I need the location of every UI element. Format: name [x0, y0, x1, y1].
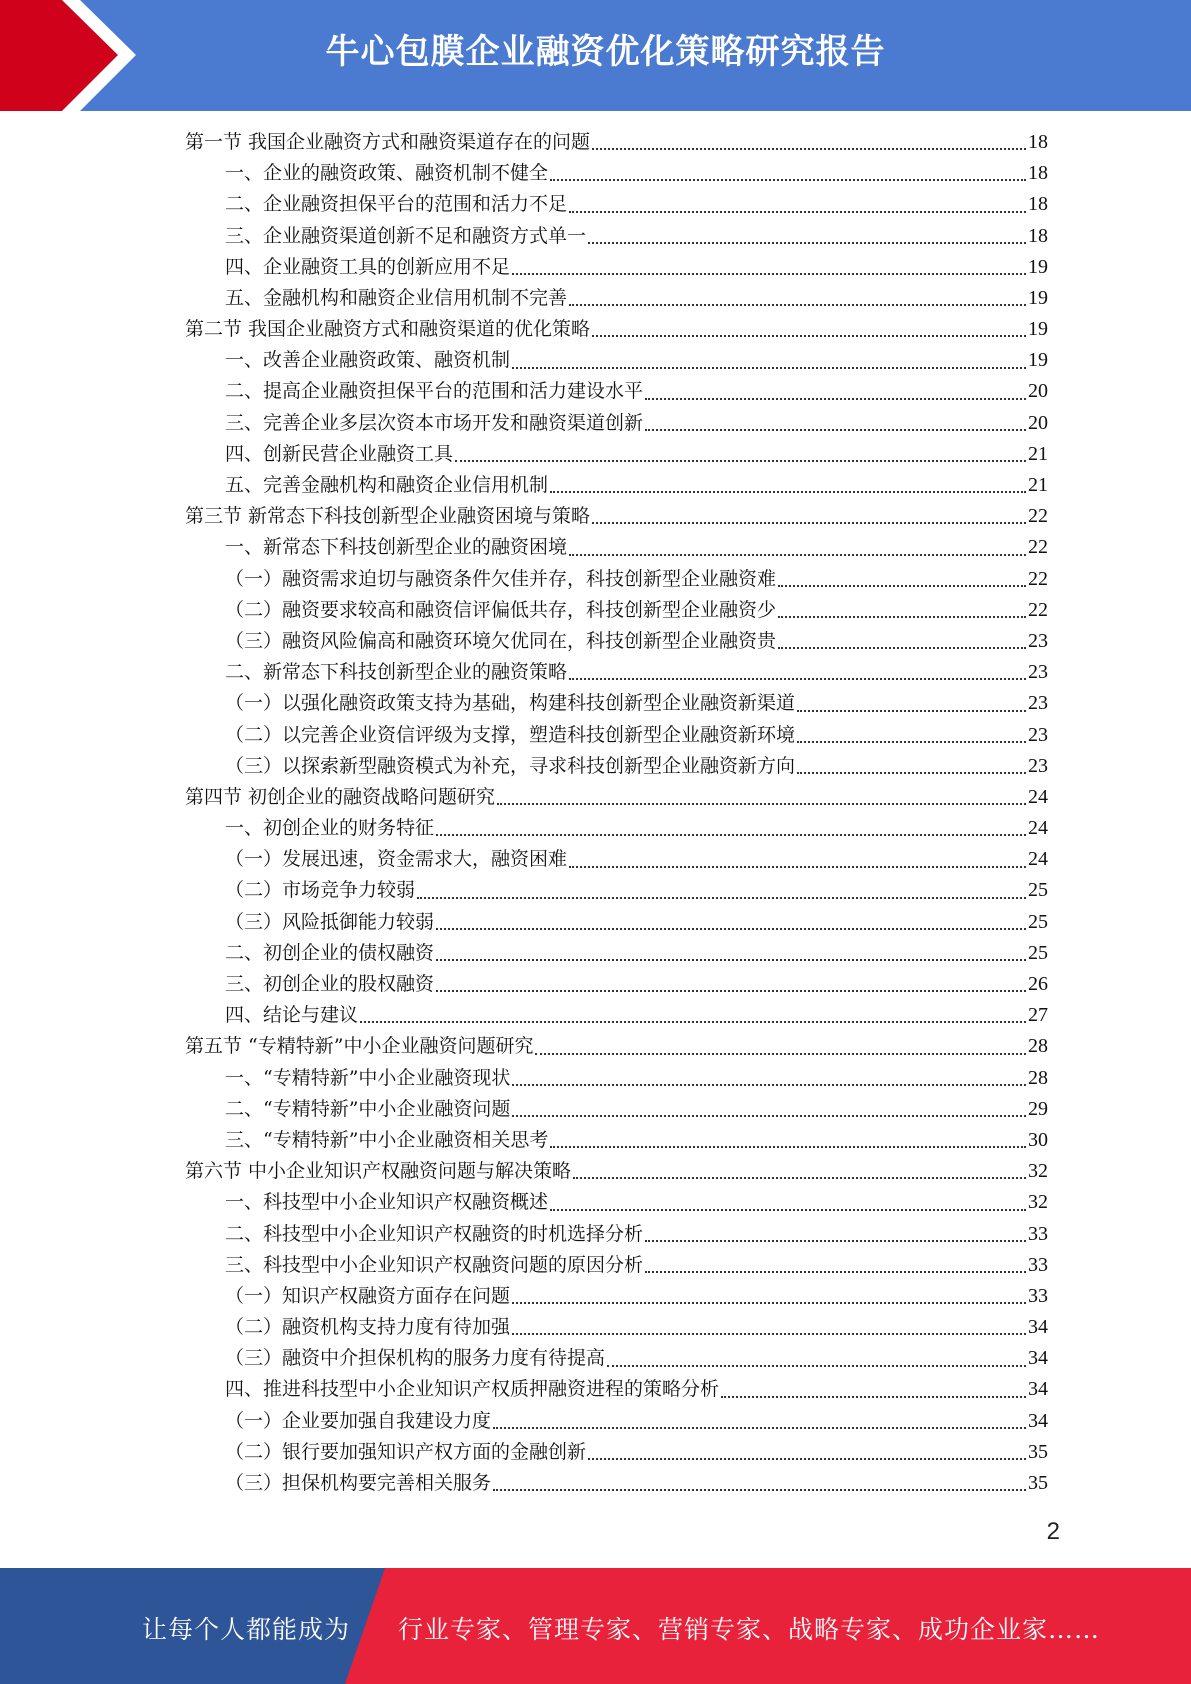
toc-entry-page: 32 — [1028, 1191, 1048, 1214]
toc-entry-title: 二、科技型中小企业知识产权融资的时机选择分析 — [225, 1222, 644, 1245]
dot-leader — [436, 990, 1026, 992]
toc-entry-page: 21 — [1028, 474, 1048, 497]
toc-entry[interactable] — [185, 470, 1048, 501]
toc-entry[interactable] — [185, 501, 1048, 532]
toc-entry[interactable] — [185, 158, 1048, 189]
toc-entry[interactable] — [185, 252, 1048, 283]
toc-entry[interactable] — [185, 657, 1048, 688]
dot-leader — [436, 928, 1026, 930]
toc-entry[interactable] — [185, 1312, 1048, 1343]
toc-entry-title: 四、结论与建议 — [225, 1004, 359, 1027]
toc-entry-title: 三、科技型中小企业知识产权融资问题的原因分析 — [225, 1253, 644, 1276]
toc-entry-page: 29 — [1028, 1097, 1048, 1120]
toc-entry[interactable] — [185, 1468, 1048, 1499]
dot-leader — [417, 897, 1026, 899]
toc-entry-title: （二）银行要加强知识产权方面的金融创新 — [225, 1440, 587, 1463]
dot-leader — [778, 647, 1026, 649]
dot-leader — [550, 1146, 1026, 1148]
toc-entry-title: （三）以探索新型融资模式为补充，寻求科技创新型企业融资新方向 — [225, 754, 796, 777]
toc-entry-title: 第二节 我国企业融资方式和融资渠道的优化策略 — [185, 318, 591, 341]
toc-entry[interactable] — [185, 720, 1048, 751]
toc-entry-title: 一、改善企业融资政策、融资机制 — [225, 349, 511, 372]
toc-entry-page: 24 — [1028, 785, 1048, 808]
toc-entry-title: （二）融资要求较高和融资信评偏低共存，科技创新型企业融资少 — [225, 598, 777, 621]
toc-entry-title: 三、“专精特新”中小企业融资相关思考 — [225, 1128, 549, 1151]
toc-entry-title: 一、科技型中小企业知识产权融资概述 — [225, 1191, 549, 1214]
dot-leader — [512, 273, 1026, 275]
toc-entry-title: 二、企业融资担保平台的范围和活力不足 — [225, 193, 568, 216]
toc-entry[interactable] — [185, 626, 1048, 657]
dot-leader — [797, 772, 1026, 774]
toc-entry-page: 30 — [1028, 1128, 1048, 1151]
toc-entry[interactable] — [185, 969, 1048, 1000]
toc-entry-page: 19 — [1028, 255, 1048, 278]
page-footer — [0, 1568, 1191, 1684]
toc-entry[interactable] — [185, 1125, 1048, 1156]
toc-entry-page: 19 — [1028, 349, 1048, 372]
toc-entry[interactable] — [185, 813, 1048, 844]
toc-entry[interactable] — [185, 595, 1048, 626]
dot-leader — [436, 959, 1026, 961]
toc-entry-title: 三、企业融资渠道创新不足和融资方式单一 — [225, 224, 587, 247]
toc-entry-title: （一）企业要加强自我建设力度 — [225, 1409, 492, 1432]
dot-leader — [645, 429, 1026, 431]
toc-entry[interactable] — [185, 345, 1048, 376]
toc-entry-title: 一、企业的融资政策、融资机制不健全 — [225, 162, 549, 185]
toc-entry-title: 一、新常态下科技创新型企业的融资困境 — [225, 536, 568, 559]
toc-entry-page: 24 — [1028, 848, 1048, 871]
dot-leader — [778, 616, 1026, 618]
toc-entry-title: （一）知识产权融资方面存在问题 — [225, 1284, 511, 1307]
dot-leader — [550, 491, 1026, 493]
toc-entry-page: 28 — [1028, 1066, 1048, 1089]
toc-entry-page: 19 — [1028, 286, 1048, 309]
toc-entry[interactable] — [185, 408, 1048, 439]
toc-entry-page: 22 — [1028, 505, 1048, 528]
toc-entry-title: 三、完善企业多层次资本市场开发和融资渠道创新 — [225, 411, 644, 434]
toc-entry[interactable] — [185, 1094, 1048, 1125]
toc-entry[interactable] — [185, 1375, 1048, 1406]
toc-entry-title: 二、提高企业融资担保平台的范围和活力建设水平 — [225, 380, 644, 403]
toc-entry-title: （二）融资机构支持力度有待加强 — [225, 1316, 511, 1339]
toc-entry-page: 25 — [1028, 879, 1048, 902]
toc-entry[interactable] — [185, 1406, 1048, 1437]
toc-entry-page: 23 — [1028, 629, 1048, 652]
dot-leader — [778, 585, 1026, 587]
dot-leader — [645, 398, 1026, 400]
toc-entry-title: 第五节 “专精特新”中小企业融资问题研究 — [185, 1035, 534, 1058]
dot-leader — [569, 304, 1026, 306]
toc-entry[interactable] — [185, 314, 1048, 345]
toc-entry-page: 23 — [1028, 754, 1048, 777]
toc-entry[interactable] — [185, 283, 1048, 314]
dot-leader — [550, 179, 1026, 181]
toc-entry-page: 25 — [1028, 910, 1048, 933]
dot-leader — [436, 834, 1026, 836]
toc-entry-page: 25 — [1028, 941, 1048, 964]
toc-entry-title: 五、完善金融机构和融资企业信用机制 — [225, 474, 549, 497]
toc-entry-page: 21 — [1028, 442, 1048, 465]
toc-entry-page: 28 — [1028, 1035, 1048, 1058]
dot-leader — [493, 1427, 1026, 1429]
dot-leader — [360, 1021, 1026, 1023]
dot-leader — [592, 335, 1026, 337]
toc-entry-page: 20 — [1028, 411, 1048, 434]
dot-leader — [797, 710, 1026, 712]
toc-entry-page: 23 — [1028, 723, 1048, 746]
dot-leader — [512, 1333, 1026, 1335]
dot-leader — [512, 1115, 1026, 1117]
dot-leader — [797, 741, 1026, 743]
toc-entry-page: 26 — [1028, 973, 1048, 996]
toc-entry-title: （三）融资风险偏高和融资环境欠优同在，科技创新型企业融资贵 — [225, 629, 777, 652]
toc-entry[interactable] — [185, 221, 1048, 252]
toc-entry[interactable] — [185, 439, 1048, 470]
toc-entry-page: 33 — [1028, 1284, 1048, 1307]
toc-entry[interactable] — [185, 1343, 1048, 1374]
dot-leader — [569, 866, 1026, 868]
dot-leader — [607, 1365, 1026, 1367]
dot-leader — [535, 1053, 1026, 1055]
toc-entry-title: 四、推进科技型中小企业知识产权质押融资进程的策略分析 — [225, 1378, 720, 1401]
toc-entry-title: （二）市场竞争力较弱 — [225, 879, 416, 902]
dot-leader — [512, 367, 1026, 369]
document-title: 牛心包膜企业融资优化策略研究报告 — [325, 32, 886, 72]
toc-entry[interactable] — [185, 751, 1048, 782]
toc-entry-page: 19 — [1028, 318, 1048, 341]
toc-entry-title: 第四节 初创企业的融资战略问题研究 — [185, 785, 496, 808]
dot-leader — [512, 1084, 1026, 1086]
toc-entry-title: （一）发展迅速，资金需求大，融资困难 — [225, 848, 568, 871]
toc-entry[interactable] — [185, 127, 1048, 158]
dot-leader — [573, 1177, 1026, 1179]
dot-leader — [588, 1458, 1026, 1460]
toc-entry[interactable] — [185, 1437, 1048, 1468]
toc-entry-page: 35 — [1028, 1440, 1048, 1463]
toc-entry-page: 24 — [1028, 817, 1048, 840]
toc-entry-page: 23 — [1028, 692, 1048, 715]
toc-entry-title: （三）融资中介担保机构的服务力度有待提高 — [225, 1347, 606, 1370]
toc-entry-title: 一、“专精特新”中小企业融资现状 — [225, 1066, 511, 1089]
toc-entry-title: 二、初创企业的债权融资 — [225, 941, 435, 964]
toc-entry-title: 一、初创企业的财务特征 — [225, 817, 435, 840]
toc-entry-title: 第三节 新常态下科技创新型企业融资困境与策略 — [185, 505, 591, 528]
toc-entry[interactable] — [185, 907, 1048, 938]
dot-leader — [721, 1396, 1026, 1398]
toc-entry[interactable] — [185, 377, 1048, 408]
toc-entry[interactable] — [185, 844, 1048, 875]
toc-entry[interactable] — [185, 1250, 1048, 1281]
toc-entry-page: 34 — [1028, 1378, 1048, 1401]
toc-entry[interactable] — [185, 1187, 1048, 1218]
toc-entry-page: 32 — [1028, 1160, 1048, 1183]
toc-entry[interactable] — [185, 876, 1048, 907]
toc-entry-page: 35 — [1028, 1472, 1048, 1495]
toc-entry-page: 27 — [1028, 1004, 1048, 1027]
toc-entry[interactable] — [185, 189, 1048, 220]
toc-entry-title: （三）担保机构要完善相关服务 — [225, 1472, 492, 1495]
toc-entry[interactable] — [185, 938, 1048, 969]
page-header — [0, 0, 1191, 111]
toc-entry-title: 第六节 中小企业知识产权融资问题与解决策略 — [185, 1160, 572, 1183]
toc-entry-title: （一）以强化融资政策支持为基础，构建科技创新型企业融资新渠道 — [225, 692, 796, 715]
toc-entry[interactable] — [185, 532, 1048, 563]
toc-entry[interactable] — [185, 688, 1048, 719]
toc-entry-page: 22 — [1028, 536, 1048, 559]
dot-leader — [588, 242, 1026, 244]
toc-entry[interactable] — [185, 1031, 1048, 1062]
toc-entry[interactable] — [185, 564, 1048, 595]
toc-entry-page: 23 — [1028, 661, 1048, 684]
toc-entry-page: 22 — [1028, 598, 1048, 621]
toc-entry-page: 22 — [1028, 567, 1048, 590]
toc-entry[interactable] — [185, 1281, 1048, 1312]
toc-entry-title: 三、初创企业的股权融资 — [225, 973, 435, 996]
dot-leader — [592, 522, 1026, 524]
toc-entry[interactable] — [185, 1219, 1048, 1250]
dot-leader — [569, 678, 1026, 680]
dot-leader — [455, 460, 1026, 462]
dot-leader — [645, 1240, 1026, 1242]
dot-leader — [497, 803, 1026, 805]
toc-entry-page: 34 — [1028, 1347, 1048, 1370]
toc-entry-title: 二、“专精特新”中小企业融资问题 — [225, 1097, 511, 1120]
table-of-contents — [185, 127, 1048, 1499]
toc-entry-title: 四、创新民营企业融资工具 — [225, 442, 454, 465]
footer-slogan-left: 让每个人都能成为 — [142, 1615, 351, 1644]
toc-entry-title: 第一节 我国企业融资方式和融资渠道存在的问题 — [185, 130, 591, 153]
dot-leader — [569, 554, 1026, 556]
toc-entry[interactable] — [185, 1063, 1048, 1094]
footer-slogan-right: 行业专家、管理专家、营销专家、战略专家、成功企业家…… — [398, 1615, 1101, 1644]
dot-leader — [493, 1489, 1026, 1491]
toc-entry-page: 18 — [1028, 193, 1048, 216]
toc-entry[interactable] — [185, 1156, 1048, 1187]
toc-entry[interactable] — [185, 782, 1048, 813]
dot-leader — [592, 148, 1026, 150]
toc-entry-title: 四、企业融资工具的创新应用不足 — [225, 255, 511, 278]
dot-leader — [645, 1271, 1026, 1273]
dot-leader — [512, 1302, 1026, 1304]
toc-entry-page: 20 — [1028, 380, 1048, 403]
dot-leader — [569, 211, 1026, 213]
page-number: 2 — [1046, 1518, 1060, 1545]
toc-entry-page: 18 — [1028, 130, 1048, 153]
toc-entry-title: 五、金融机构和融资企业信用机制不完善 — [225, 286, 568, 309]
toc-entry-page: 34 — [1028, 1409, 1048, 1432]
toc-entry-page: 18 — [1028, 162, 1048, 185]
toc-entry-page: 34 — [1028, 1316, 1048, 1339]
toc-entry-page: 33 — [1028, 1253, 1048, 1276]
toc-entry-page: 18 — [1028, 224, 1048, 247]
toc-entry[interactable] — [185, 1000, 1048, 1031]
toc-entry-title: （二）以完善企业资信评级为支撑，塑造科技创新型企业融资新环境 — [225, 723, 796, 746]
toc-entry-page: 33 — [1028, 1222, 1048, 1245]
toc-entry-title: （一）融资需求迫切与融资条件欠佳并存，科技创新型企业融资难 — [225, 567, 777, 590]
dot-leader — [550, 1209, 1026, 1211]
toc-entry-title: 二、新常态下科技创新型企业的融资策略 — [225, 661, 568, 684]
toc-entry-title: （三）风险抵御能力较弱 — [225, 910, 435, 933]
